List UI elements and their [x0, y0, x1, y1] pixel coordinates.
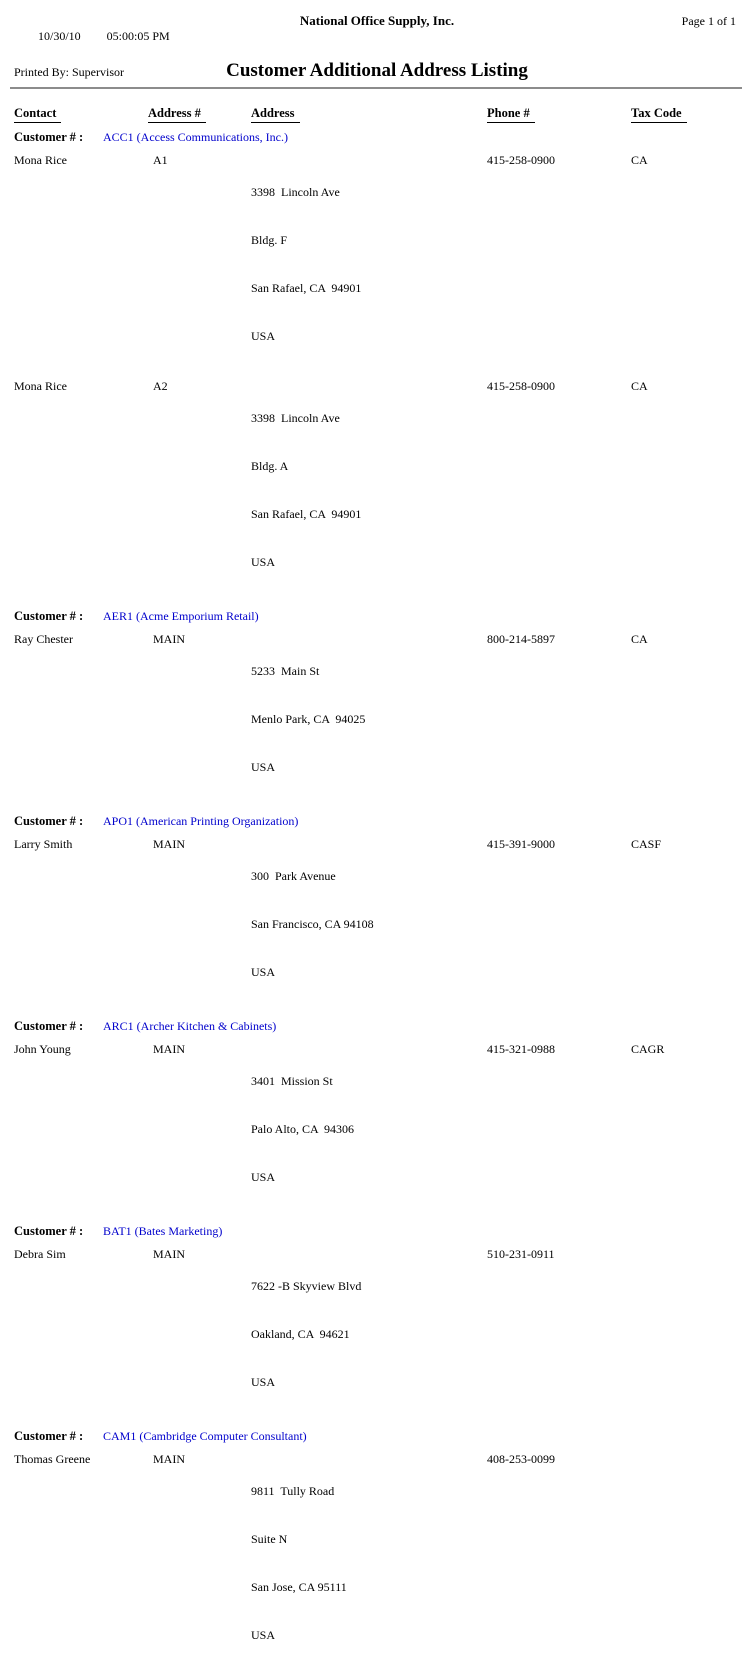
- tax-code: [631, 1246, 740, 1422]
- customer-link-aer1[interactable]: AER1 (Acme Emporium Retail): [103, 609, 259, 623]
- table-row: [14, 152, 740, 376]
- report-date: 10/30/10: [38, 29, 81, 43]
- customer-link-cam1[interactable]: CAM1 (Cambridge Computer Consultant): [103, 1429, 307, 1443]
- tax-code: [631, 1451, 740, 1675]
- table-row: [14, 631, 740, 807]
- address-number: MAIN: [153, 1452, 185, 1466]
- address-number: MAIN: [153, 632, 185, 646]
- customer-group-header: [14, 1224, 740, 1239]
- address-line: Menlo Park, CA 94025: [251, 712, 366, 726]
- address-number: A2: [153, 379, 168, 393]
- customer-group-header: [14, 609, 740, 624]
- address-line: 7622 -B Skyview Blvd: [251, 1279, 362, 1293]
- address-number: MAIN: [153, 837, 185, 851]
- company-name: National Office Supply, Inc.: [299, 13, 455, 28]
- address-number: A1: [153, 153, 168, 167]
- phone-number: 510-231-0911: [487, 1247, 555, 1261]
- customer-link-apo1[interactable]: APO1 (American Printing Organization): [103, 814, 299, 828]
- address-line: San Jose, CA 95111: [251, 1580, 347, 1594]
- tax-code: CA: [631, 632, 648, 646]
- customer-group-header: [14, 814, 740, 829]
- tax-code: CA: [631, 153, 648, 167]
- header-row-1: [14, 13, 740, 59]
- phone-number: 415-321-0988: [487, 1042, 555, 1056]
- column-header-phone: Phone #: [487, 106, 535, 123]
- tax-code: CA: [631, 379, 648, 393]
- table-row: [14, 836, 740, 1012]
- column-header-contact: Contact: [14, 106, 61, 123]
- customer-number-label: Customer # :: [14, 1019, 84, 1033]
- phone-number: 415-258-0900: [487, 153, 555, 167]
- address-line: USA: [251, 965, 276, 979]
- customer-link-bat1[interactable]: BAT1 (Bates Marketing): [103, 1224, 223, 1238]
- address-line: San Rafael, CA 94901: [251, 507, 362, 521]
- contact-name: Ray Chester: [14, 632, 73, 646]
- address-line: 3398 Lincoln Ave: [251, 411, 340, 425]
- tax-code: CASF: [631, 837, 662, 851]
- table-row: [14, 1041, 740, 1217]
- contact-name: Thomas Greene: [14, 1452, 91, 1466]
- contact-name: John Young: [14, 1042, 71, 1056]
- address-line: San Francisco, CA 94108: [251, 917, 374, 931]
- address-block: [251, 1451, 487, 1675]
- customer-group-header: [14, 1019, 740, 1034]
- address-line: Bldg. F: [251, 233, 288, 247]
- phone-number: 415-391-9000: [487, 837, 555, 851]
- address-block: [251, 631, 487, 807]
- customer-number-label: Customer # :: [14, 609, 84, 623]
- address-block: [251, 1041, 487, 1217]
- customer-number-label: Customer # :: [14, 1224, 84, 1238]
- contact-name: Mona Rice: [14, 379, 67, 393]
- address-line: 3401 Mission St: [251, 1074, 333, 1088]
- customer-link-arc1[interactable]: ARC1 (Archer Kitchen & Cabinets): [103, 1019, 277, 1033]
- address-line: USA: [251, 555, 276, 569]
- customer-group-header: [14, 1429, 740, 1444]
- address-line: San Rafael, CA 94901: [251, 281, 362, 295]
- contact-name: Debra Sim: [14, 1247, 66, 1261]
- customer-number-label: Customer # :: [14, 814, 84, 828]
- contact-name: Larry Smith: [14, 837, 73, 851]
- phone-number: 415-258-0900: [487, 379, 555, 393]
- customer-number-label: Customer # :: [14, 130, 84, 144]
- address-line: USA: [251, 760, 276, 774]
- address-block: [251, 836, 487, 1012]
- phone-number: 800-214-5897: [487, 632, 555, 646]
- address-number: MAIN: [153, 1247, 185, 1261]
- phone-number: 408-253-0099: [487, 1452, 555, 1466]
- table-row: [14, 1246, 740, 1422]
- address-block: [251, 1246, 487, 1422]
- address-block: [251, 152, 487, 376]
- column-headers: [14, 106, 740, 123]
- contact-name: Mona Rice: [14, 153, 67, 167]
- address-number: MAIN: [153, 1042, 185, 1056]
- report-time: 05:00:05 PM: [106, 29, 170, 43]
- column-header-address-num: Address #: [148, 106, 206, 123]
- report-header: [14, 13, 740, 82]
- table-row: [14, 1451, 740, 1675]
- address-line: USA: [251, 1375, 276, 1389]
- address-line: Suite N: [251, 1532, 288, 1546]
- address-line: Bldg. A: [251, 459, 289, 473]
- table-row: [14, 378, 740, 602]
- address-line: 3398 Lincoln Ave: [251, 185, 340, 199]
- address-line: USA: [251, 1170, 276, 1184]
- address-line: 9811 Tully Road: [251, 1484, 335, 1498]
- header-divider: [10, 87, 742, 89]
- customer-link-acc1[interactable]: ACC1 (Access Communications, Inc.): [103, 130, 288, 144]
- address-line: USA: [251, 1628, 276, 1642]
- header-row-2: [14, 59, 740, 82]
- customer-group-header: [14, 130, 740, 145]
- customer-number-label: Customer # :: [14, 1429, 84, 1443]
- column-header-tax-code: Tax Code: [631, 106, 687, 123]
- column-header-address: Address: [251, 106, 300, 123]
- address-block: [251, 378, 487, 602]
- address-line: 300 Park Avenue: [251, 869, 336, 883]
- date-time: [14, 14, 170, 59]
- address-line: Oakland, CA 94621: [251, 1327, 350, 1341]
- address-line: USA: [251, 329, 276, 343]
- address-line: 5233 Main St: [251, 664, 320, 678]
- report-title: Customer Additional Address Listing: [226, 60, 528, 81]
- printed-by: Printed By: Supervisor: [14, 65, 124, 79]
- tax-code: CAGR: [631, 1042, 665, 1056]
- page-indicator: Page 1 of 1: [681, 14, 736, 28]
- address-line: Palo Alto, CA 94306: [251, 1122, 355, 1136]
